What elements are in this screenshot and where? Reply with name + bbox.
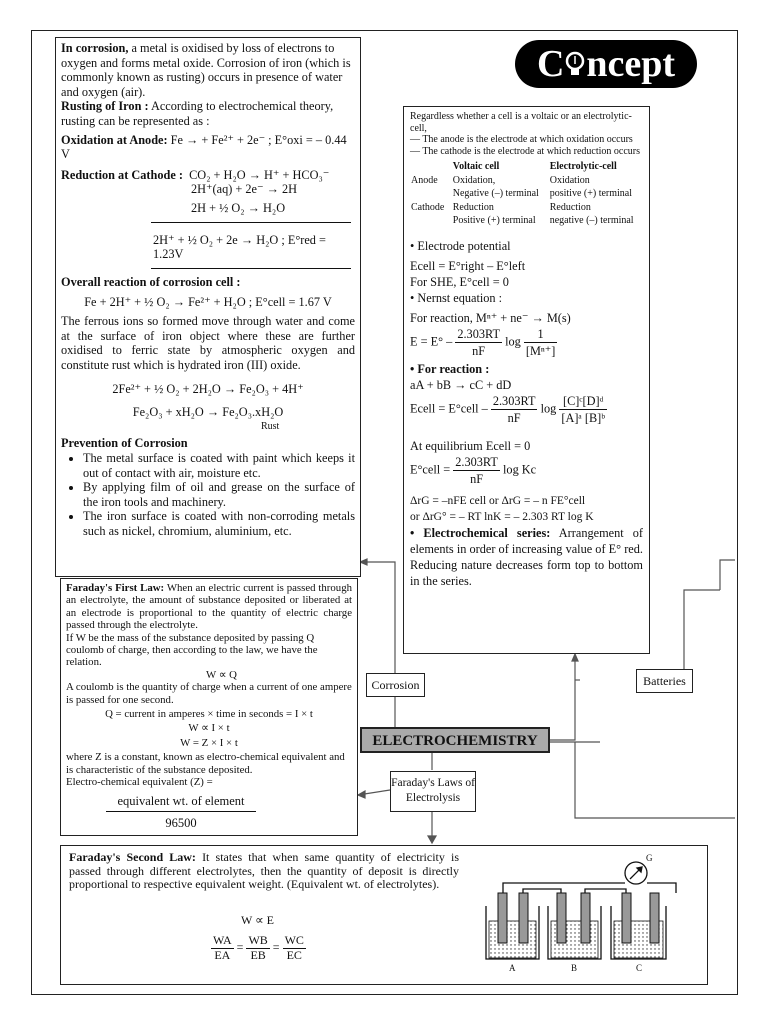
cell-value: Reduction <box>452 201 494 213</box>
logo-text: ncept <box>586 43 676 85</box>
label-c: C <box>636 963 643 973</box>
node-electrochemistry[interactable]: ELECTROCHEMISTRY <box>360 727 550 753</box>
first-law-eq-1: W ∝ Q <box>206 668 237 681</box>
anode-definition: — The anode is the electrode at which oxidation occurs <box>410 134 633 146</box>
equilibrium-eq: E°cell = $\frac{2.303RT}{nF}$ log Kc <box>410 454 537 486</box>
cell-value: Negative (–) terminal <box>452 188 539 200</box>
prevention-item: • The iron surface is coated with non-corroding metals such as nickel, chromium, aluminium, etc. <box>83 509 355 538</box>
electrolysis-cells-diagram <box>461 851 701 976</box>
label-a: A <box>509 963 516 973</box>
gibbs-eq-2: or ΔrG° = – RT lnK = – 2.303 RT log K <box>410 510 594 523</box>
cathode-step-3: 2H + ½ O₂ → H₂O <box>191 200 286 215</box>
first-law-eq-4: W = Z × I × t <box>180 736 238 749</box>
electrode-potential-heading: • Electrode potential <box>410 238 511 253</box>
second-law-definition: Faraday's Second Law: It states that when same quantity of electricity is passed through different electrolytes, then the quantity of deposit is directly proportional to respective equivalent weight. (Equivalent wt. of electrolytes). <box>69 850 459 891</box>
ferrous-text: The ferrous ions so formed move through water and come at the surface of iron object where these are further oxidised to ferric state by atmospheric oxygen and constitute rust which is hydrated iron (III) oxide. <box>61 313 355 372</box>
nernst-equation: E = E° – $\frac{2.303RT}{nF}$ log $\frac{1}{\text{[Mⁿ⁺]}}$ <box>410 326 556 358</box>
z-label: Electro-chemical equivalent (Z) = <box>66 776 213 789</box>
z-fraction: equivalent wt. of element 96500 <box>106 793 256 831</box>
cell-value: Positive (+) terminal <box>452 215 536 227</box>
node-batteries[interactable]: Batteries <box>636 669 693 693</box>
general-reaction: aA + bB → cC + dD <box>410 377 512 392</box>
col-electrolytic: Electrolytic-cell <box>549 161 617 173</box>
nernst-reaction: For reaction, Mⁿ⁺ + ne⁻ → M(s) <box>410 310 571 325</box>
electrochemical-series: • Electrochemical series: Arrangement of elements in order of increasing value of E° red. Reducing nature decreases form top to bottom in the series. <box>410 525 643 588</box>
prevention-item: • The metal surface is coated with paint which keeps it out of contact with air, moisture etc. <box>83 451 355 480</box>
electrode-potential-eq: Ecell = E°right – E°left <box>410 258 526 273</box>
faraday-node-line-1: Faraday's Laws of <box>391 777 475 789</box>
cell-intro: Regardless whether a cell is a voltaic or an electrolytic-cell, <box>410 111 632 134</box>
for-reaction-heading: • For reaction : <box>410 361 490 376</box>
first-law-eq-2: Q = current in amperes × time in seconds = I × t <box>105 708 313 721</box>
second-law-eq-1: W ∝ E <box>241 913 275 927</box>
node-corrosion[interactable]: Corrosion <box>366 673 425 697</box>
prevention-item: • By applying film of oil and grease on the surface of the iron tools and machinery. <box>83 480 355 509</box>
cathode-sum-underline <box>151 268 351 269</box>
cathode-sum-divider <box>151 222 351 223</box>
cathode-reaction: Reduction at Cathode : CO₂ + H₂O → H⁺ + HCO₃⁻ <box>61 167 330 182</box>
node-faraday-laws[interactable] <box>390 771 476 812</box>
rust-label: Rust <box>261 421 280 433</box>
rusting-heading: Rusting of Iron : According to electrochemical theory, rusting can be represented as : <box>61 99 334 128</box>
general-nernst: Ecell = E°cell – $\frac{2.303RT}{nF}$ log $\frac{\text{[C]ᶜ[D]ᵈ}}{\text{[A]ᵃ [B]ᵇ}}$ <box>410 393 606 425</box>
she-eq: For SHE, E°cell = 0 <box>410 274 509 289</box>
bulb-icon <box>564 44 586 74</box>
ferric-reaction-2: Fe₂O₃ + xH₂O → Fe₂O₃.xH₂O <box>132 404 284 419</box>
first-law-definition: Faraday's First Law: When an electric current is passed through an electrolyte, the amount of substance deposited or liberated at an electrode is proportional to the quantity of electric charge passed through the electrolyte. <box>66 582 352 632</box>
row-anode: Anode <box>411 174 438 186</box>
logo-letter-c: C <box>536 43 565 85</box>
nernst-heading: • Nernst equation : <box>410 290 503 305</box>
equilibrium-heading: At equilibrium Ecell = 0 <box>410 438 531 453</box>
cell-value: positive (+) terminal <box>549 188 633 200</box>
first-law-relation-text: If W be the mass of the substance deposited by passing Q coulomb of charge, then according to the law, we have the relation. <box>66 631 318 669</box>
cell-value: Oxidation, <box>452 174 496 186</box>
cell-box <box>403 106 650 654</box>
cathode-definition: — The cathode is the electrode at which reduction occurs <box>410 145 641 157</box>
faraday-second-law-box <box>60 845 708 985</box>
overall-reaction: Fe + 2H⁺ + ½ O₂ → Fe²⁺ + H₂O ; E°cell = 1.67 V <box>84 295 332 310</box>
second-law-ratio: $\frac{WA}{EA}$ = $\frac{WB}{EB}$ = $\frac{WC}{EC}$ <box>213 933 304 962</box>
cell-comparison-table <box>410 160 643 228</box>
cell-value: Reduction <box>549 201 591 213</box>
faraday-first-law-box <box>60 578 358 836</box>
first-law-eq-3: W ∝ I × t <box>188 722 230 735</box>
gibbs-eq-1: ΔrG = –nFE cell or ΔrG = – n FE°cell <box>410 494 586 507</box>
row-cathode: Cathode <box>411 201 445 213</box>
cell-value: Oxidation <box>549 174 590 186</box>
ferric-reaction-1: 2Fe²⁺ + ½ O₂ + 2H₂O → Fe₂O₃ + 4H⁺ <box>112 382 304 397</box>
faraday-node-line-2: Electrolysis <box>405 792 461 804</box>
coulomb-definition: A coulomb is the quantity of charge when a current of one ampere is passed for one second. <box>66 681 352 706</box>
corrosion-box <box>55 37 361 577</box>
prevention-list <box>61 451 355 539</box>
concept-logo <box>515 40 697 88</box>
label-g: G <box>646 853 653 863</box>
cathode-step-2: 2H⁺(aq) + 2e⁻ → 2H <box>191 182 297 197</box>
cell-value: negative (–) terminal <box>549 215 634 227</box>
overall-heading: Overall reaction of corrosion cell : <box>61 274 241 289</box>
cathode-sum: 2H⁺ + ½ O₂ + 2e → H₂O ; E°red = 1.23V <box>153 232 326 262</box>
z-definition: where Z is a constant, known as electro-chemical equivalent and is characteristic of the substance deposited. <box>66 751 345 776</box>
prevention-heading: Prevention of Corrosion <box>61 436 188 451</box>
col-voltaic: Voltaic cell <box>452 161 500 173</box>
anode-reaction: Oxidation at Anode: Fe → + Fe²⁺ + 2e⁻ ; E°oxi = – 0.44 V <box>61 132 347 162</box>
corrosion-intro: In corrosion, a metal is oxidised by loss of electrons to oxygen and forms metal oxide. Corrosion of iron (which is commonly known as rusting) occurs in presence of water and oxygen (air). <box>61 41 351 99</box>
label-b: B <box>571 963 578 973</box>
